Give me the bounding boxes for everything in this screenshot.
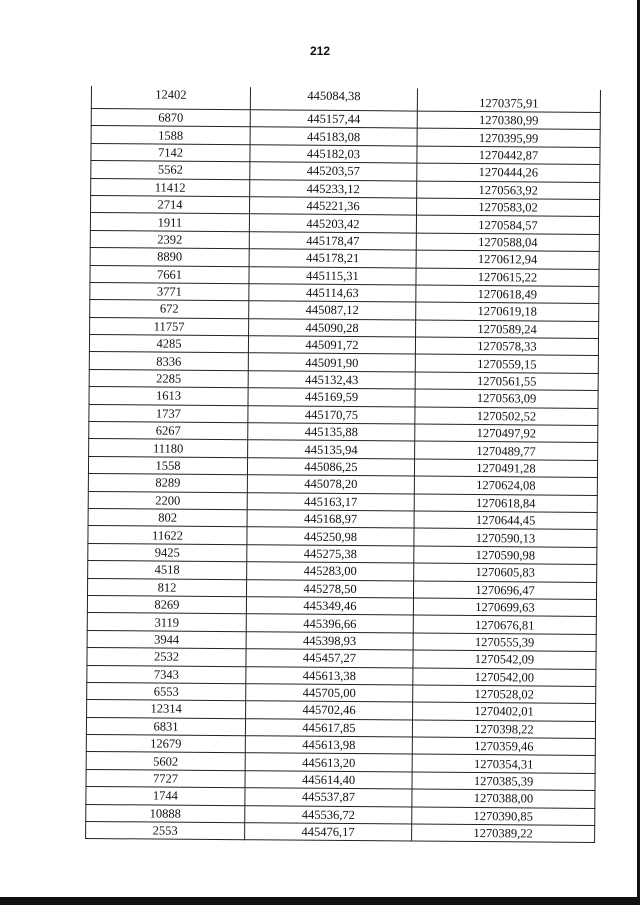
point-number-cell: 7142 <box>91 143 250 162</box>
x-coordinate-cell: 445182,03 <box>250 145 417 164</box>
y-coordinate-cell: 1270398,22 <box>412 720 595 739</box>
y-coordinate-cell: 1270563,92 <box>417 181 600 200</box>
x-coordinate-cell: 445221,36 <box>249 197 416 216</box>
y-coordinate-cell: 1270618,84 <box>414 494 597 513</box>
coordinates-table-container <box>85 86 597 843</box>
y-coordinate-cell: 1270578,33 <box>415 337 598 356</box>
point-number-cell: 6870 <box>91 109 250 128</box>
point-number-cell: 11412 <box>91 178 250 197</box>
y-coordinate-cell: 1270624,08 <box>414 476 597 495</box>
x-coordinate-cell: 445135,94 <box>248 440 415 459</box>
x-coordinate-cell: 445135,88 <box>248 423 415 442</box>
point-number-cell: 8269 <box>87 595 246 614</box>
x-coordinate-cell: 445457,27 <box>246 649 413 668</box>
point-number-cell: 802 <box>88 508 247 527</box>
y-coordinate-cell: 1270395,99 <box>417 128 600 147</box>
point-number-cell: 2200 <box>88 491 247 510</box>
x-coordinate-cell: 445090,28 <box>249 318 416 337</box>
x-coordinate-cell: 445091,90 <box>248 353 415 372</box>
x-coordinate-cell: 445114,63 <box>249 284 416 303</box>
point-number-cell: 812 <box>87 578 246 597</box>
x-coordinate-cell: 445203,42 <box>249 214 416 233</box>
y-coordinate-cell: 1270390,85 <box>412 807 595 826</box>
x-coordinate-cell: 445233,12 <box>250 179 417 198</box>
x-coordinate-cell: 445170,75 <box>248 405 415 424</box>
y-coordinate-cell: 1270588,04 <box>416 233 599 252</box>
page-number: 212 <box>309 44 331 58</box>
y-coordinate-cell: 1270388,00 <box>412 789 595 808</box>
point-number-cell: 7661 <box>90 265 249 284</box>
y-coordinate-cell: 1270561,55 <box>415 372 598 391</box>
x-coordinate-cell: 445283,00 <box>247 562 414 581</box>
coordinates-table-body <box>86 86 601 843</box>
point-number-cell: 1588 <box>91 126 250 145</box>
point-number-cell: 2285 <box>89 369 248 388</box>
x-coordinate-cell: 445203,57 <box>250 162 417 181</box>
y-coordinate-cell: 1270583,02 <box>416 198 599 217</box>
y-coordinate-cell: 1270644,45 <box>414 511 597 530</box>
point-number-cell: 12679 <box>86 735 245 754</box>
point-number-cell: 6831 <box>86 717 245 736</box>
y-coordinate-cell: 1270619,18 <box>416 302 599 321</box>
y-coordinate-cell: 1270402,01 <box>413 702 596 721</box>
x-coordinate-cell: 445157,44 <box>250 110 417 129</box>
point-number-cell: 6267 <box>89 422 248 441</box>
x-coordinate-cell: 445349,46 <box>246 597 413 616</box>
y-coordinate-cell: 1270354,31 <box>412 754 595 773</box>
x-coordinate-cell: 445168,97 <box>247 510 414 529</box>
y-coordinate-cell: 1270584,57 <box>416 215 599 234</box>
y-coordinate-cell: 1270555,39 <box>413 633 596 652</box>
x-coordinate-cell: 445163,17 <box>247 492 414 511</box>
point-number-cell: 8289 <box>88 474 247 493</box>
point-number-cell: 10888 <box>86 804 245 823</box>
point-number-cell: 11622 <box>88 526 247 545</box>
x-coordinate-cell: 445086,25 <box>247 458 414 477</box>
y-coordinate-cell: 1270442,87 <box>417 146 600 165</box>
point-number-cell: 2714 <box>91 195 250 214</box>
point-number-cell: 1744 <box>86 787 245 806</box>
point-number-cell: 4285 <box>89 335 248 354</box>
y-coordinate-cell: 1270385,39 <box>412 772 595 791</box>
y-coordinate-cell: 1270605,83 <box>414 563 597 582</box>
x-coordinate-cell: 445084,38 <box>250 87 417 111</box>
point-number-cell: 3771 <box>90 282 249 301</box>
x-coordinate-cell: 445178,21 <box>249 249 416 268</box>
point-number-cell: 1558 <box>88 456 247 475</box>
x-coordinate-cell: 445613,38 <box>246 666 413 685</box>
x-coordinate-cell: 445613,20 <box>245 753 412 772</box>
y-coordinate-cell: 1270615,22 <box>416 268 599 287</box>
x-coordinate-cell: 445183,08 <box>250 127 417 146</box>
y-coordinate-cell: 1270389,22 <box>412 824 595 843</box>
y-coordinate-cell: 1270491,28 <box>414 459 597 478</box>
y-coordinate-cell: 1270528,02 <box>413 685 596 704</box>
point-number-cell: 6553 <box>87 682 246 701</box>
point-number-cell: 2553 <box>86 821 245 840</box>
point-number-cell: 8336 <box>89 352 248 371</box>
x-coordinate-cell: 445275,38 <box>247 545 414 564</box>
point-number-cell: 7343 <box>87 665 246 684</box>
point-number-cell: 12402 <box>91 86 250 110</box>
y-coordinate-cell: 1270375,91 <box>417 89 600 113</box>
x-coordinate-cell: 445115,31 <box>249 266 416 285</box>
table-row <box>86 821 595 842</box>
point-number-cell: 1737 <box>89 404 248 423</box>
y-coordinate-cell: 1270444,26 <box>417 163 600 182</box>
x-coordinate-cell: 445132,43 <box>248 371 415 390</box>
x-coordinate-cell: 445702,46 <box>246 701 413 720</box>
x-coordinate-cell: 445178,47 <box>249 231 416 250</box>
y-coordinate-cell: 1270696,47 <box>413 581 596 600</box>
x-coordinate-cell: 445536,72 <box>245 805 412 824</box>
y-coordinate-cell: 1270502,52 <box>415 407 598 426</box>
x-coordinate-cell: 445476,17 <box>245 823 412 842</box>
scan-bottom-edge <box>0 897 640 905</box>
x-coordinate-cell: 445617,85 <box>245 718 412 737</box>
point-number-cell: 672 <box>90 300 249 319</box>
y-coordinate-cell: 1270589,24 <box>416 320 599 339</box>
y-coordinate-cell: 1270699,63 <box>413 598 596 617</box>
x-coordinate-cell: 445396,66 <box>246 614 413 633</box>
point-number-cell: 1911 <box>90 213 249 232</box>
y-coordinate-cell: 1270497,92 <box>415 424 598 443</box>
y-coordinate-cell: 1270542,00 <box>413 668 596 687</box>
x-coordinate-cell: 445087,12 <box>249 301 416 320</box>
y-coordinate-cell: 1270559,15 <box>415 355 598 374</box>
y-coordinate-cell: 1270590,98 <box>414 546 597 565</box>
y-coordinate-cell: 1270489,77 <box>415 441 598 460</box>
x-coordinate-cell: 445278,50 <box>246 579 413 598</box>
point-number-cell: 5602 <box>86 752 245 771</box>
y-coordinate-cell: 1270590,13 <box>414 528 597 547</box>
point-number-cell: 7727 <box>86 769 245 788</box>
y-coordinate-cell: 1270563,09 <box>415 389 598 408</box>
point-number-cell: 2532 <box>87 648 246 667</box>
x-coordinate-cell: 445169,59 <box>248 388 415 407</box>
point-number-cell: 3944 <box>87 630 246 649</box>
point-number-cell: 2392 <box>90 230 249 249</box>
point-number-cell: 11757 <box>90 317 249 336</box>
point-number-cell: 8890 <box>90 248 249 267</box>
y-coordinate-cell: 1270612,94 <box>416 250 599 269</box>
x-coordinate-cell: 445705,00 <box>246 684 413 703</box>
point-number-cell: 1613 <box>89 387 248 406</box>
y-coordinate-cell: 1270676,81 <box>413 615 596 634</box>
coordinates-table <box>85 86 601 843</box>
y-coordinate-cell: 1270380,99 <box>417 111 600 130</box>
x-coordinate-cell: 445398,93 <box>246 631 413 650</box>
y-coordinate-cell: 1270359,46 <box>412 737 595 756</box>
y-coordinate-cell: 1270618,49 <box>416 285 599 304</box>
point-number-cell: 12314 <box>87 700 246 719</box>
y-coordinate-cell: 1270542,09 <box>413 650 596 669</box>
x-coordinate-cell: 445614,40 <box>245 771 412 790</box>
point-number-cell: 9425 <box>88 543 247 562</box>
point-number-cell: 3119 <box>87 613 246 632</box>
point-number-cell: 5562 <box>91 161 250 180</box>
x-coordinate-cell: 445537,87 <box>245 788 412 807</box>
x-coordinate-cell: 445250,98 <box>247 527 414 546</box>
point-number-cell: 4518 <box>88 561 247 580</box>
point-number-cell: 11180 <box>89 439 248 458</box>
x-coordinate-cell: 445078,20 <box>247 475 414 494</box>
x-coordinate-cell: 445613,98 <box>245 736 412 755</box>
x-coordinate-cell: 445091,72 <box>248 336 415 355</box>
